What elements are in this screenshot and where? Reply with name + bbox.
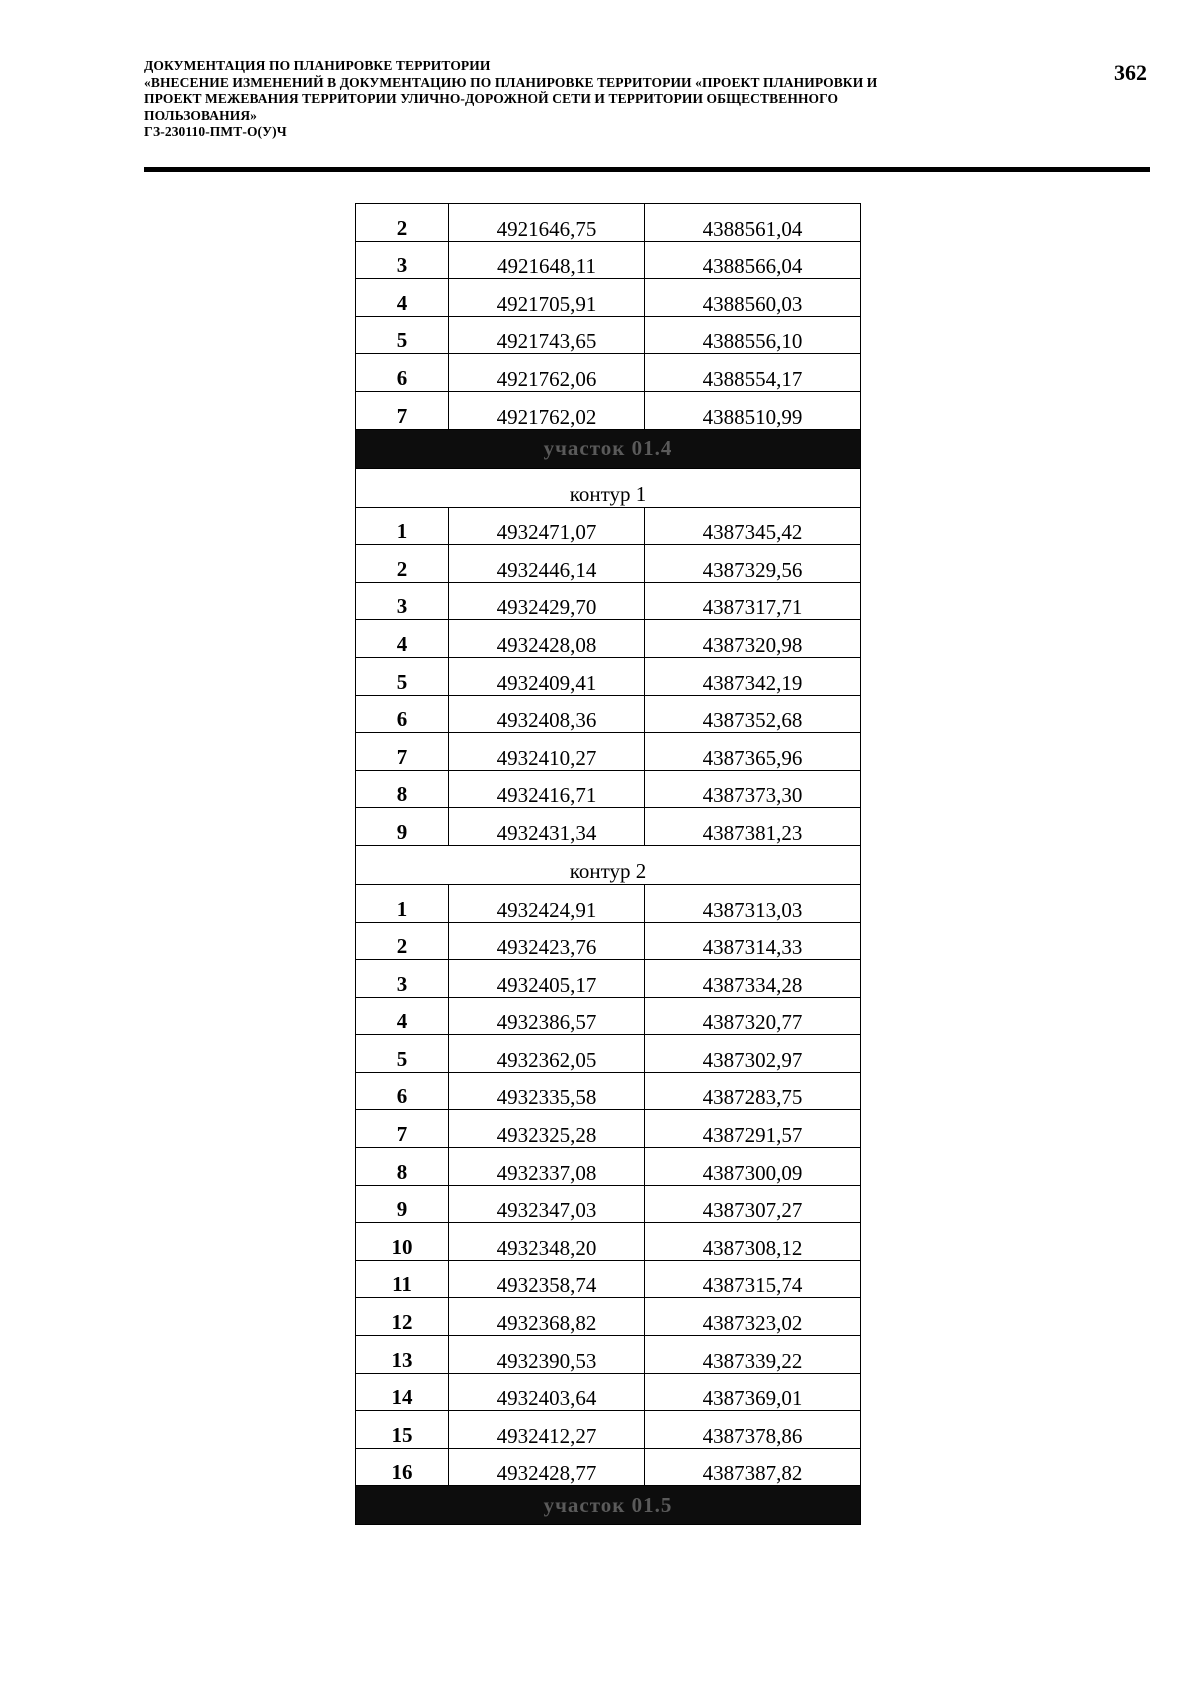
point-number-cell: 3 [356,582,449,620]
x-coordinate-cell: 4932410,27 [449,733,645,771]
point-number-cell: 1 [356,884,449,922]
table-row [356,1072,861,1110]
y-coordinate-cell: 4387315,74 [645,1260,861,1298]
table-row [356,1223,861,1261]
table-row [356,1448,861,1486]
y-coordinate-cell: 4388554,17 [645,354,861,392]
point-number-cell: 8 [356,770,449,808]
y-coordinate-cell: 4387339,22 [645,1336,861,1374]
x-coordinate-cell: 4921762,02 [449,391,645,429]
x-coordinate-cell: 4932431,34 [449,808,645,846]
point-number-cell: 2 [356,545,449,583]
y-coordinate-cell: 4387300,09 [645,1148,861,1186]
coordinates-table [355,203,861,1525]
point-number-cell: 15 [356,1411,449,1449]
y-coordinate-cell: 4387283,75 [645,1072,861,1110]
document-code: ГЗ-230110-ПМТ-О(У)Ч [144,124,287,139]
table-row [356,960,861,998]
x-coordinate-cell: 4932471,07 [449,507,645,545]
y-coordinate-cell: 4387323,02 [645,1298,861,1336]
x-coordinate-cell: 4932409,41 [449,657,645,695]
table-row [356,1411,861,1449]
x-coordinate-cell: 4921762,06 [449,354,645,392]
point-number-cell: 11 [356,1260,449,1298]
section-label: участок 01.5 [356,1486,861,1525]
x-coordinate-cell: 4932412,27 [449,1411,645,1449]
x-coordinate-cell: 4921743,65 [449,316,645,354]
x-coordinate-cell: 4932428,08 [449,620,645,658]
contour-header-row [356,468,861,507]
table-row [356,884,861,922]
x-coordinate-cell: 4932446,14 [449,545,645,583]
y-coordinate-cell: 4387317,71 [645,582,861,620]
x-coordinate-cell: 4932362,05 [449,1035,645,1073]
section-label: участок 01.4 [356,429,861,468]
section-header-row [356,429,861,468]
header-line: «ВНЕСЕНИЕ ИЗМЕНЕНИЙ В ДОКУМЕНТАЦИЮ ПО ПЛАНИРОВКЕ ТЕРРИТОРИИ «ПРОЕКТ ПЛАНИРОВКИ И [144,74,878,90]
y-coordinate-cell: 4387320,98 [645,620,861,658]
x-coordinate-cell: 4932429,70 [449,582,645,620]
point-number-cell: 6 [356,695,449,733]
point-number-cell: 4 [356,997,449,1035]
table-row [356,1110,861,1148]
x-coordinate-cell: 4932405,17 [449,960,645,998]
y-coordinate-cell: 4387334,28 [645,960,861,998]
point-number-cell: 3 [356,960,449,998]
y-coordinate-cell: 4387291,57 [645,1110,861,1148]
table-row [356,204,861,242]
x-coordinate-cell: 4921646,75 [449,204,645,242]
section-header-row [356,1486,861,1525]
y-coordinate-cell: 4387387,82 [645,1448,861,1486]
contour-label: контур 1 [356,468,861,507]
table-row [356,657,861,695]
x-coordinate-cell: 4921705,91 [449,279,645,317]
point-number-cell: 4 [356,279,449,317]
table-row [356,241,861,279]
point-number-cell: 10 [356,1223,449,1261]
point-number-cell: 6 [356,1072,449,1110]
table-row [356,1373,861,1411]
x-coordinate-cell: 4932325,28 [449,1110,645,1148]
point-number-cell: 3 [356,241,449,279]
table-row [356,1260,861,1298]
y-coordinate-cell: 4387329,56 [645,545,861,583]
x-coordinate-cell: 4932386,57 [449,997,645,1035]
table-row [356,1035,861,1073]
point-number-cell: 5 [356,316,449,354]
header-divider [144,167,1150,172]
y-coordinate-cell: 4387308,12 [645,1223,861,1261]
point-number-cell: 4 [356,620,449,658]
header-line: ПОЛЬЗОВАНИЯ» [144,107,258,123]
table-row [356,354,861,392]
table-row [356,922,861,960]
y-coordinate-cell: 4387381,23 [645,808,861,846]
y-coordinate-cell: 4387345,42 [645,507,861,545]
point-number-cell: 9 [356,1185,449,1223]
x-coordinate-cell: 4932423,76 [449,922,645,960]
table-row [356,316,861,354]
point-number-cell: 1 [356,507,449,545]
y-coordinate-cell: 4387313,03 [645,884,861,922]
point-number-cell: 9 [356,808,449,846]
y-coordinate-cell: 4387320,77 [645,997,861,1035]
y-coordinate-cell: 4388566,04 [645,241,861,279]
x-coordinate-cell: 4932403,64 [449,1373,645,1411]
y-coordinate-cell: 4387352,68 [645,695,861,733]
y-coordinate-cell: 4387373,30 [645,770,861,808]
document-header [144,58,1044,141]
x-coordinate-cell: 4932335,58 [449,1072,645,1110]
point-number-cell: 5 [356,1035,449,1073]
table-row [356,695,861,733]
y-coordinate-cell: 4387314,33 [645,922,861,960]
point-number-cell: 8 [356,1148,449,1186]
x-coordinate-cell: 4932348,20 [449,1223,645,1261]
point-number-cell: 7 [356,1110,449,1148]
point-number-cell: 16 [356,1448,449,1486]
x-coordinate-cell: 4932408,36 [449,695,645,733]
contour-label: контур 2 [356,845,861,884]
point-number-cell: 2 [356,922,449,960]
point-number-cell: 7 [356,733,449,771]
coordinates-table-body [356,204,861,1525]
page-number: 362 [1114,60,1147,85]
y-coordinate-cell: 4388561,04 [645,204,861,242]
y-coordinate-cell: 4387365,96 [645,733,861,771]
table-row [356,1185,861,1223]
point-number-cell: 6 [356,354,449,392]
table-row [356,507,861,545]
table-row [356,997,861,1035]
point-number-cell: 14 [356,1373,449,1411]
table-row [356,545,861,583]
y-coordinate-cell: 4388556,10 [645,316,861,354]
point-number-cell: 7 [356,391,449,429]
table-row [356,391,861,429]
table-row [356,279,861,317]
x-coordinate-cell: 4932337,08 [449,1148,645,1186]
point-number-cell: 5 [356,657,449,695]
x-coordinate-cell: 4932428,77 [449,1448,645,1486]
y-coordinate-cell: 4388510,99 [645,391,861,429]
point-number-cell: 2 [356,204,449,242]
table-row [356,1148,861,1186]
point-number-cell: 12 [356,1298,449,1336]
table-row [356,1336,861,1374]
header-line: ПРОЕКТ МЕЖЕВАНИЯ ТЕРРИТОРИИ УЛИЧНО-ДОРОЖНОЙ СЕТИ И ТЕРРИТОРИИ ОБЩЕСТВЕННОГО [144,91,839,106]
y-coordinate-cell: 4387307,27 [645,1185,861,1223]
contour-header-row [356,845,861,884]
table-row [356,733,861,771]
y-coordinate-cell: 4388560,03 [645,279,861,317]
table-row [356,620,861,658]
y-coordinate-cell: 4387302,97 [645,1035,861,1073]
table-row [356,770,861,808]
table-row [356,1298,861,1336]
point-number-cell: 13 [356,1336,449,1374]
x-coordinate-cell: 4932390,53 [449,1336,645,1374]
y-coordinate-cell: 4387369,01 [645,1373,861,1411]
table-row [356,808,861,846]
x-coordinate-cell: 4932416,71 [449,770,645,808]
x-coordinate-cell: 4932347,03 [449,1185,645,1223]
y-coordinate-cell: 4387378,86 [645,1411,861,1449]
x-coordinate-cell: 4932424,91 [449,884,645,922]
x-coordinate-cell: 4932368,82 [449,1298,645,1336]
x-coordinate-cell: 4921648,11 [449,241,645,279]
header-line: ДОКУМЕНТАЦИЯ ПО ПЛАНИРОВКЕ ТЕРРИТОРИИ [144,58,491,73]
y-coordinate-cell: 4387342,19 [645,657,861,695]
x-coordinate-cell: 4932358,74 [449,1260,645,1298]
table-row [356,582,861,620]
